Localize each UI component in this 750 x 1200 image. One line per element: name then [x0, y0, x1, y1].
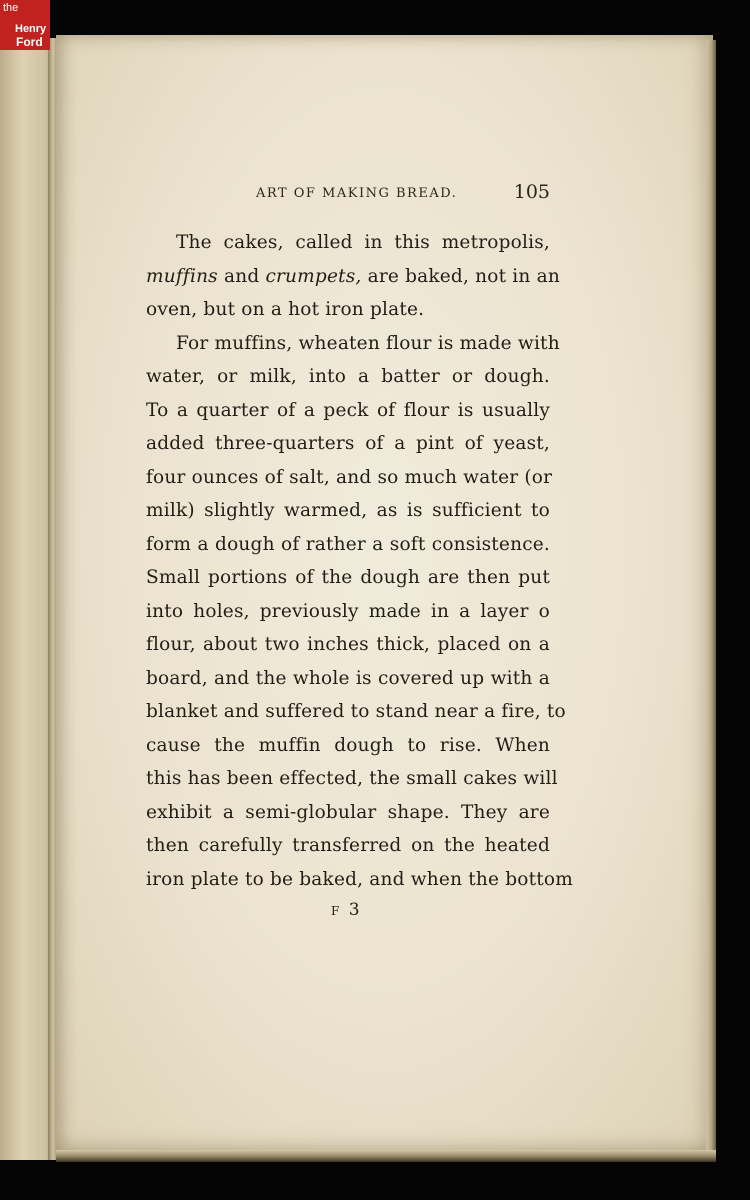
- text-line: For muffins, wheaten flour is made with: [176, 332, 560, 354]
- text-line: blanket and suffered to stand near a fire, to: [146, 701, 566, 722]
- text-line: To a quarter of a peck of flour is usually: [146, 399, 550, 421]
- text-line: form a dough of rather a soft consistence.: [146, 533, 550, 555]
- text-line: cause the muffin dough to rise. When: [146, 734, 550, 756]
- running-title: ART OF MAKING BREAD.: [256, 186, 458, 201]
- text-line: flour, about two inches thick, placed on a: [146, 634, 550, 655]
- text-line: iron plate to be baked, and when the bottom: [146, 868, 573, 890]
- text-line: Small portions of the dough are then put: [146, 567, 550, 588]
- page-fore-edge: [706, 40, 716, 1158]
- text-line: milk) slightly warmed, as is sufficient to: [146, 500, 550, 521]
- text-line: into holes, previously made in a layer o: [146, 600, 550, 622]
- body-text: [146, 226, 573, 896]
- text-line: water, or milk, into a batter or dough.: [146, 366, 550, 387]
- text-line: board, and the whole is covered up with a: [146, 667, 550, 689]
- text-line: added three-quarters of a pint of yeast,: [146, 433, 550, 454]
- text-line: then carefully transferred on the heated: [146, 835, 550, 856]
- henry-ford-logo: the Henry Ford: [0, 0, 50, 50]
- page-header: [256, 183, 552, 207]
- page-number: 105: [513, 181, 550, 203]
- text-line: muffins and crumpets, are baked, not in an: [146, 265, 560, 287]
- text-line: this has been effected, the small cakes will: [146, 768, 558, 789]
- text-line: four ounces of salt, and so much water (or: [146, 466, 553, 488]
- page-bottom-edge: [56, 1150, 716, 1162]
- text-line: exhibit a semi-globular shape. They are: [146, 801, 550, 823]
- italic-word: muffins: [146, 265, 218, 287]
- italic-word: crumpets,: [265, 265, 362, 287]
- text-line: The cakes, called in this metropolis,: [176, 232, 550, 253]
- signature-mark: F 3: [331, 900, 362, 920]
- text-line: oven, but on a hot iron plate.: [146, 299, 425, 320]
